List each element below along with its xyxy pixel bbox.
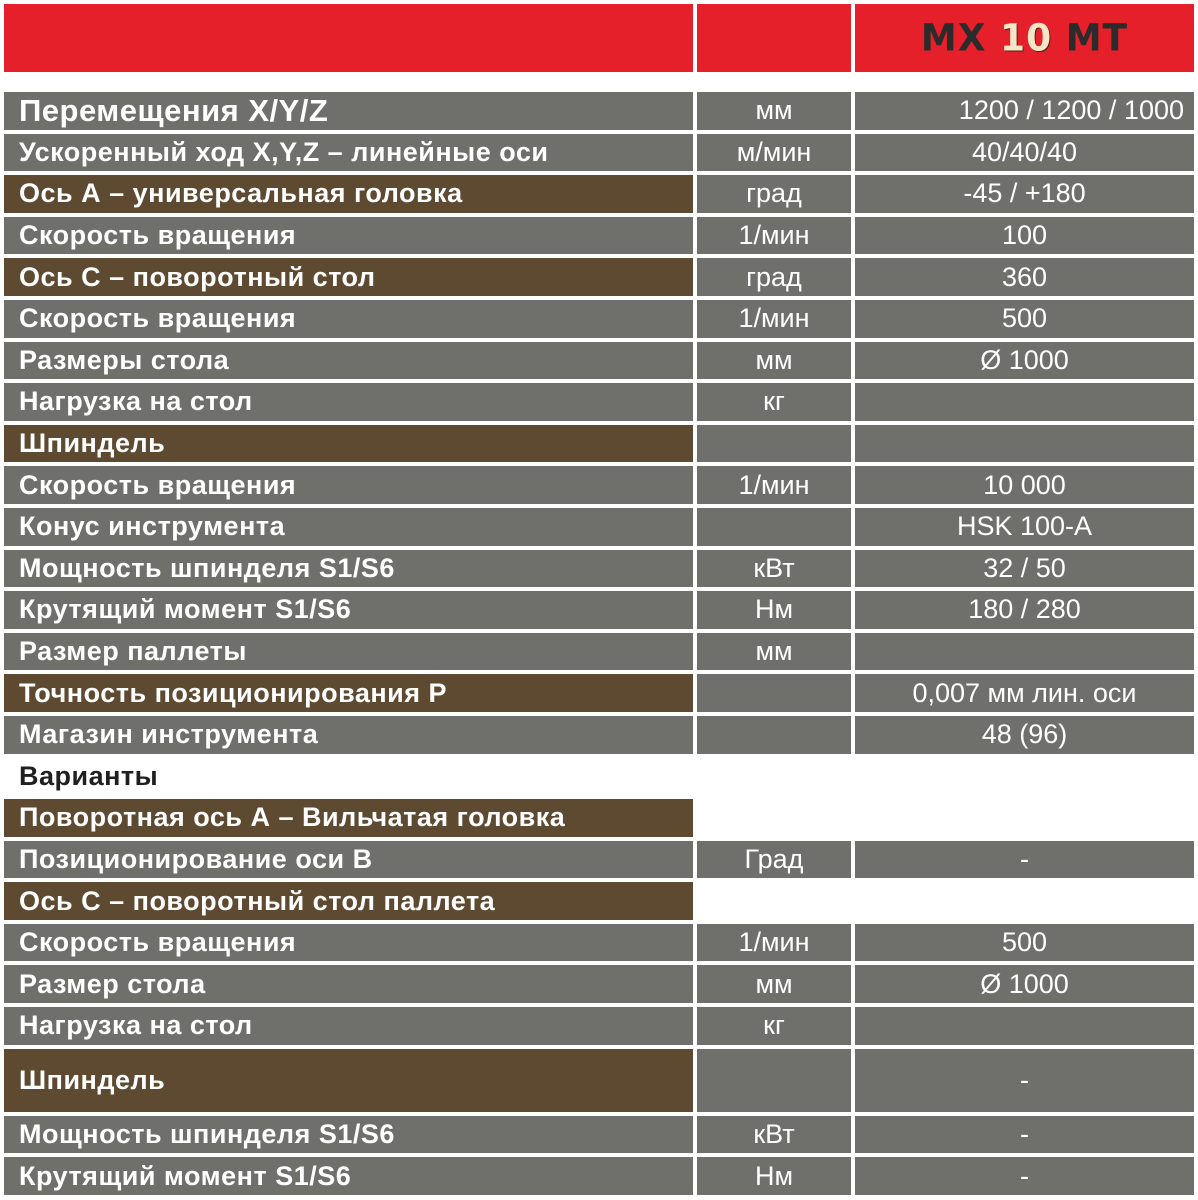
spec-unit: кВт <box>697 550 851 588</box>
spec-unit: мм <box>697 633 851 671</box>
model-suffix: MT <box>1065 16 1129 60</box>
header-cell-model <box>855 4 1194 72</box>
table-row <box>4 342 1194 380</box>
spec-value: 500 <box>855 924 1194 962</box>
spec-name: Размер стола <box>4 965 693 1003</box>
header-cell-unit <box>697 4 851 72</box>
spec-value <box>855 383 1194 421</box>
spec-name: Поворотная ось А – Вильчатая головка <box>4 799 693 837</box>
spec-unit: град <box>697 175 851 213</box>
spec-name: Крутящий момент S1/S6 <box>4 1157 693 1195</box>
spec-name: Крутящий момент S1/S6 <box>4 591 693 629</box>
model-title <box>921 16 1128 59</box>
spec-name: Скорость вращения <box>4 924 693 962</box>
table-row <box>4 882 1194 920</box>
table-row <box>4 217 1194 255</box>
table-row <box>4 1157 1194 1195</box>
table-row <box>4 92 1194 130</box>
spec-unit: 1/мин <box>697 924 851 962</box>
spec-value: 48 (96) <box>855 716 1194 754</box>
table-row <box>4 591 1194 629</box>
spec-value: Ø 1000 <box>855 965 1194 1003</box>
spec-value: 100 <box>855 217 1194 255</box>
spec-name: Скорость вращения <box>4 300 693 338</box>
spec-name: Точность позиционирования Р <box>4 674 693 712</box>
spec-unit: 1/мин <box>697 466 851 504</box>
spec-value: 500 <box>855 300 1194 338</box>
table-row <box>4 383 1194 421</box>
spec-unit: Нм <box>697 1157 851 1195</box>
table-row <box>4 1049 1194 1112</box>
spec-unit <box>697 758 851 796</box>
specs-table <box>0 88 1198 1199</box>
spec-value: - <box>855 1157 1194 1195</box>
spec-value <box>855 882 1194 920</box>
section-heading: Варианты <box>4 758 693 796</box>
spec-unit: мм <box>697 965 851 1003</box>
spec-unit: кг <box>697 1007 851 1045</box>
spec-unit <box>697 882 851 920</box>
table-row <box>4 300 1194 338</box>
spec-name: Ось С – поворотный стол паллета <box>4 882 693 920</box>
spec-name: Конус инструмента <box>4 508 693 546</box>
spec-value: 40/40/40 <box>855 134 1194 172</box>
spec-value: HSK 100-A <box>855 508 1194 546</box>
spec-name: Шпиндель <box>4 425 693 463</box>
spec-value <box>855 633 1194 671</box>
spec-value: Ø 1000 <box>855 342 1194 380</box>
spec-value: -45 / +180 <box>855 175 1194 213</box>
spec-name: Мощность шпинделя S1/S6 <box>4 550 693 588</box>
spec-value: 32 / 50 <box>855 550 1194 588</box>
spec-name: Ось А – универсальная головка <box>4 175 693 213</box>
table-row <box>4 716 1194 754</box>
table-header <box>0 0 1198 76</box>
spec-value: 180 / 280 <box>855 591 1194 629</box>
table-row <box>4 674 1194 712</box>
spec-unit: кВт <box>697 1116 851 1154</box>
spec-value <box>855 799 1194 837</box>
table-row <box>4 550 1194 588</box>
spec-name: Размеры стола <box>4 342 693 380</box>
section-heading-row <box>4 758 1194 796</box>
spec-name: Размер паллеты <box>4 633 693 671</box>
table-row <box>4 466 1194 504</box>
table-row <box>4 175 1194 213</box>
spec-unit <box>697 1049 851 1112</box>
spec-name: Нагрузка на стол <box>4 383 693 421</box>
spec-unit: град <box>697 258 851 296</box>
spec-unit <box>697 425 851 463</box>
spec-name: Нагрузка на стол <box>4 1007 693 1045</box>
spec-value: - <box>855 841 1194 879</box>
table-row <box>4 425 1194 463</box>
spec-name: Шпиндель <box>4 1049 693 1112</box>
spec-unit: 1/мин <box>697 300 851 338</box>
spec-value: 0,007 мм лин. оси <box>855 674 1194 712</box>
spec-unit: мм <box>697 342 851 380</box>
model-number: 10 <box>1000 16 1053 60</box>
spec-unit: Нм <box>697 591 851 629</box>
spec-unit: 1/мин <box>697 217 851 255</box>
spec-value <box>855 1007 1194 1045</box>
spec-name: Магазин инструмента <box>4 716 693 754</box>
table-row <box>4 965 1194 1003</box>
model-prefix: MX <box>920 16 987 60</box>
spec-unit: кг <box>697 383 851 421</box>
spec-unit: мм <box>697 92 851 130</box>
spec-name: Ось С – поворотный стол <box>4 258 693 296</box>
spec-name: Скорость вращения <box>4 466 693 504</box>
header-cell-name <box>4 4 693 72</box>
spec-value: - <box>855 1116 1194 1154</box>
table-row <box>4 508 1194 546</box>
spec-name: Позиционирование оси В <box>4 841 693 879</box>
spec-name: Скорость вращения <box>4 217 693 255</box>
table-row <box>4 633 1194 671</box>
spec-unit <box>697 799 851 837</box>
spec-name: Мощность шпинделя S1/S6 <box>4 1116 693 1154</box>
spec-unit <box>697 508 851 546</box>
spec-value: 1200 / 1200 / 1000 <box>855 92 1194 130</box>
spec-value: 360 <box>855 258 1194 296</box>
spec-value <box>855 758 1194 796</box>
table-row <box>4 924 1194 962</box>
table-row <box>4 1007 1194 1045</box>
spec-name: Ускоренный ход X,Y,Z – линейные оси <box>4 134 693 172</box>
table-row <box>4 1116 1194 1154</box>
spec-value: 10 000 <box>855 466 1194 504</box>
spec-unit <box>697 674 851 712</box>
spec-unit: Град <box>697 841 851 879</box>
table-row <box>4 841 1194 879</box>
spec-unit: м/мин <box>697 134 851 172</box>
spec-unit <box>697 716 851 754</box>
table-row <box>4 134 1194 172</box>
table-row <box>4 799 1194 837</box>
spec-value <box>855 425 1194 463</box>
spec-name: Перемещения X/Y/Z <box>4 92 693 130</box>
spec-value: - <box>855 1049 1194 1112</box>
table-row <box>4 258 1194 296</box>
